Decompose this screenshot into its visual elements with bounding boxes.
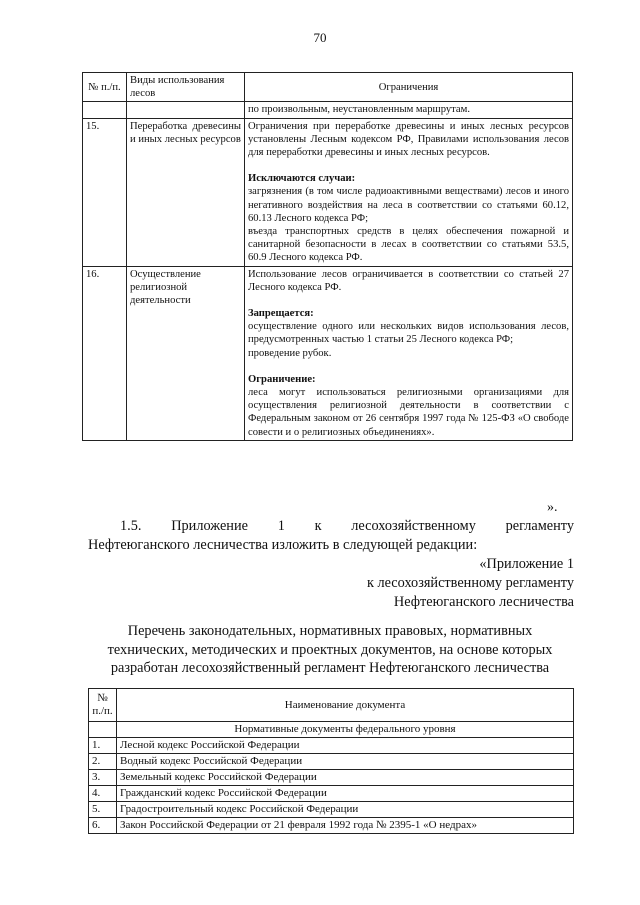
table-row bbox=[89, 770, 574, 786]
page-number: 70 bbox=[313, 30, 327, 45]
use-type: Осуществление религиозной деятельности bbox=[127, 266, 245, 440]
row-number: 3. bbox=[89, 770, 117, 786]
section-row bbox=[89, 722, 574, 738]
document-name: Градостроительный кодекс Российской Федерации bbox=[117, 802, 574, 818]
document-name: Гражданский кодекс Российской Федерации bbox=[117, 786, 574, 802]
row-number: 1. bbox=[89, 738, 117, 754]
table-row bbox=[83, 118, 573, 266]
appendix-caption-line: к лесохозяйственному регламенту bbox=[366, 575, 574, 591]
document-name: Закон Российской Федерации от 21 февраля 1992 года № 2395-1 «О недрах» bbox=[117, 818, 574, 834]
row-number: 6. bbox=[89, 818, 117, 834]
row-number: 16. bbox=[83, 266, 127, 440]
table-row bbox=[89, 802, 574, 818]
document-name: Земельный кодекс Российской Федерации bbox=[117, 770, 574, 786]
paragraph-line: Нефтеюганского лесничества изложить в следующей редакции: bbox=[88, 537, 478, 553]
continuation-text: по произвольным, неустановленным маршрутам. bbox=[245, 102, 573, 118]
prohibited-item: осуществление одного или нескольких видов использования лесов, предусмотренных частью 1 статьи 25 Лесного кодекса РФ; bbox=[248, 321, 569, 346]
restrictions-cell bbox=[245, 118, 573, 266]
header-use-type: Виды использования лесов bbox=[127, 73, 245, 102]
heading-line: технических, методических и проектных документов, на основе которых bbox=[107, 641, 553, 658]
appendix-caption-line: «Приложение 1 bbox=[479, 556, 574, 572]
use-type: Переработка древесины и иных лесных ресурсов bbox=[127, 118, 245, 266]
row-number: 4. bbox=[89, 786, 117, 802]
header-restrictions: Ограничения bbox=[245, 73, 573, 102]
table-row bbox=[89, 754, 574, 770]
table-row bbox=[83, 266, 573, 440]
row-number: 5. bbox=[89, 802, 117, 818]
closing-quote: ». bbox=[547, 500, 558, 515]
table-row bbox=[89, 786, 574, 802]
table-row bbox=[83, 102, 573, 118]
paragraph-line: 1.5. Приложение 1 к лесохозяйственному регламенту bbox=[120, 518, 574, 534]
documents-table bbox=[88, 688, 574, 834]
heading-line: Перечень законодательных, нормативных правовых, нормативных bbox=[127, 623, 533, 639]
heading-line: разработан лесохозяйственный регламент Нефтеюганского лесничества bbox=[110, 660, 550, 676]
exception-item: загрязнения (в том числе радиоактивными веществами) лесов и иного негативного воздействия на леса в соответствии со статьями 60.12, 60.13 Лесного кодекса РФ; bbox=[248, 186, 569, 224]
amendment-paragraph bbox=[88, 517, 574, 555]
row-number: 2. bbox=[89, 754, 117, 770]
restriction-title: Ограничение: bbox=[248, 373, 316, 385]
document-name: Водный кодекс Российской Федерации bbox=[117, 754, 574, 770]
table-row bbox=[89, 818, 574, 834]
section-title: Нормативные документы федерального уровня bbox=[117, 722, 574, 738]
appendix-caption-line: Нефтеюганского лесничества bbox=[393, 594, 574, 610]
exception-item: въезда транспортных средств в целях обеспечения пожарной и санитарной безопасности в лесах в соответствии со статьями 53.5, 60.9 Лесного кодекса РФ. bbox=[248, 226, 569, 264]
table-header-row bbox=[83, 73, 573, 102]
restrictions-cell bbox=[245, 266, 573, 440]
document-name: Лесной кодекс Российской Федерации bbox=[117, 738, 574, 754]
prohibited-item: проведение рубок. bbox=[248, 347, 332, 359]
restriction-text: Использование лесов ограничивается в соответствии со статьей 27 Лесного кодекса РФ. bbox=[248, 268, 569, 293]
table-header-row bbox=[89, 689, 574, 722]
restrictions-table bbox=[82, 72, 573, 441]
header-number: № п./п. bbox=[83, 73, 127, 102]
restriction-text: Ограничения при переработке древесины и иных лесных ресурсов установлены Лесным кодексом РФ, Правилами использования лесов для переработки древесины и иных лесных ресурсов. bbox=[248, 120, 569, 159]
document-list-heading bbox=[60, 622, 600, 678]
header-number: № п./п. bbox=[89, 689, 117, 722]
header-document-name: Наименование документа bbox=[117, 689, 574, 722]
exceptions-title: Исключаются случаи: bbox=[248, 173, 356, 185]
row-number: 15. bbox=[83, 118, 127, 266]
table-row bbox=[89, 738, 574, 754]
restriction-text: леса могут использоваться религиозными организациями для осуществления религиозной деятельности в соответствии с Федеральным законом от 26 сентября 1997 года № 125-ФЗ «О свободе совести и о религиозных объединениях». bbox=[248, 387, 569, 438]
prohibited-title: Запрещается: bbox=[248, 308, 314, 320]
